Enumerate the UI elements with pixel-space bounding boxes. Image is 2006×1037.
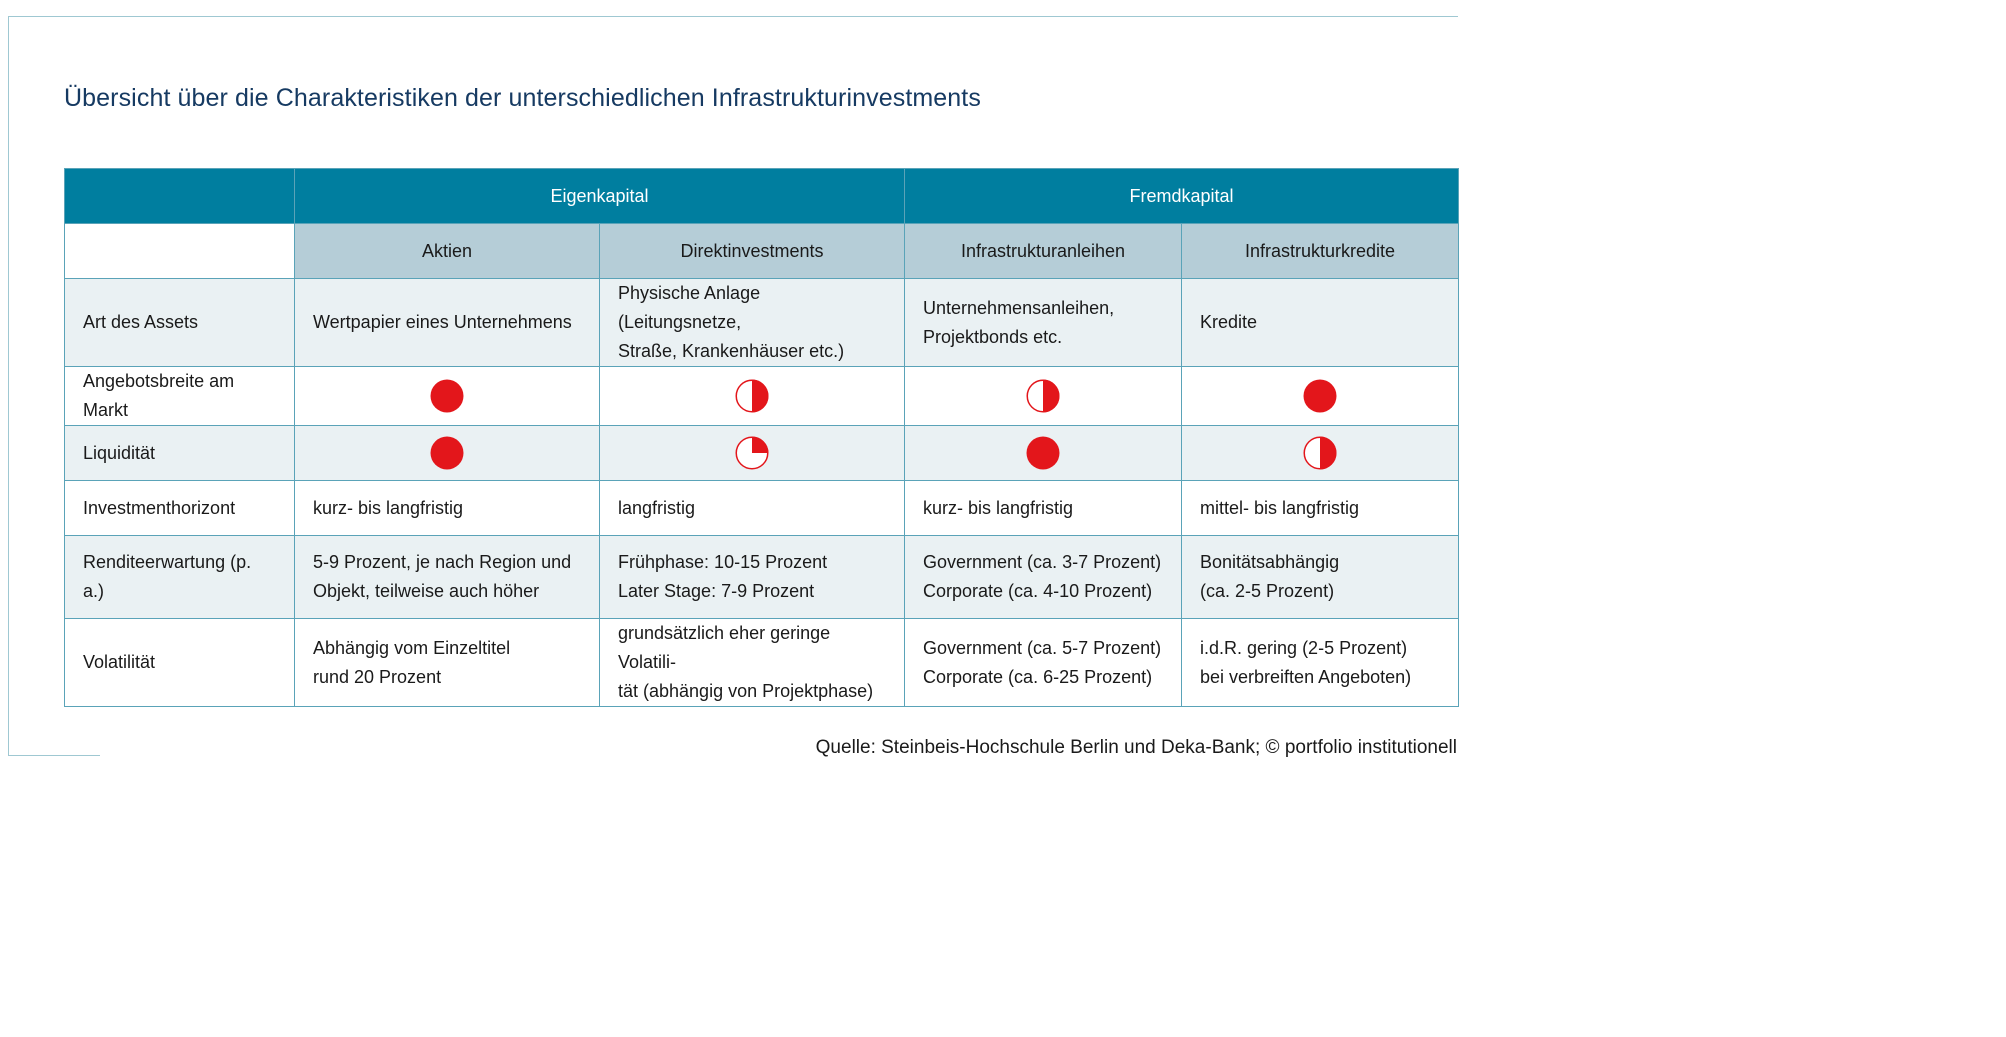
cell-line: i.d.R. gering (2-5 Prozent) bbox=[1200, 637, 1408, 658]
cell-offer-direkt bbox=[600, 367, 905, 426]
harvey-fill bbox=[1027, 437, 1060, 470]
header-corner-cell bbox=[65, 169, 295, 224]
harvey-ball-icon bbox=[429, 378, 465, 414]
table-row-offer bbox=[65, 367, 1459, 426]
cell-line: 5-9 Prozent, je nach Region und bbox=[313, 552, 572, 572]
subheader-corner-cell bbox=[65, 224, 295, 279]
cell-line: grundsätzlich eher geringe Volatili- bbox=[618, 623, 831, 672]
row-label-horizon: Investmenthorizont bbox=[65, 481, 295, 536]
source-credit: Quelle: Steinbeis-Hochschule Berlin und Deka-Bank; © portfolio institutionell bbox=[815, 737, 1457, 758]
column-header-infrastrukturkredite: Infrastrukturkredite bbox=[1182, 224, 1459, 279]
frame-top-line bbox=[8, 16, 1458, 17]
group-header-equity: Eigenkapital bbox=[295, 169, 905, 224]
row-label-offer: Angebotsbreite am Markt bbox=[65, 367, 295, 426]
cell-line: kurz- bis langfristig bbox=[923, 497, 1074, 518]
cell-liquidity-kredite bbox=[1182, 426, 1459, 481]
cell-line: tät (abhängig von Projektphase) bbox=[618, 681, 874, 701]
frame-bottom-line bbox=[8, 755, 100, 756]
cell-offer-aktien bbox=[295, 367, 600, 426]
cell-volatility-aktien bbox=[295, 619, 600, 707]
cell-liquidity-direkt bbox=[600, 426, 905, 481]
harvey-wedge bbox=[1320, 437, 1337, 470]
cell-line: Frühphase: 10-15 Prozent bbox=[618, 552, 828, 572]
cell-returns-aktien bbox=[295, 536, 600, 619]
cell-volatility-anleihen bbox=[905, 619, 1182, 707]
group-header-debt: Fremdkapital bbox=[905, 169, 1459, 224]
cell-line: rund 20 Prozent bbox=[313, 666, 442, 687]
table-row-assets bbox=[65, 279, 1459, 367]
harvey-ball-icon bbox=[1025, 435, 1061, 471]
cell-line: Straße, Krankenhäuser etc.) bbox=[618, 341, 845, 361]
cell-assets-direkt bbox=[600, 279, 905, 367]
cell-line: Abhängig vom Einzeltitel bbox=[313, 637, 511, 658]
page-title: Übersicht über die Charakteristiken der unterschiedlichen Infrastrukturinvestments bbox=[64, 84, 981, 112]
cell-returns-direkt bbox=[600, 536, 905, 619]
harvey-wedge bbox=[1043, 380, 1060, 413]
cell-assets-aktien bbox=[295, 279, 600, 367]
table-row-liquidity bbox=[65, 426, 1459, 481]
harvey-wedge bbox=[752, 380, 769, 413]
cell-liquidity-anleihen bbox=[905, 426, 1182, 481]
harvey-fill bbox=[431, 437, 464, 470]
table-row-returns bbox=[65, 536, 1459, 619]
cell-returns-kredite bbox=[1182, 536, 1459, 619]
cell-line: Physische Anlage (Leitungsnetze, bbox=[618, 283, 761, 332]
column-header-row bbox=[65, 224, 1459, 279]
cell-line: Corporate (ca. 6-25 Prozent) bbox=[923, 666, 1153, 687]
harvey-ball-icon bbox=[1302, 378, 1338, 414]
cell-assets-kredite bbox=[1182, 279, 1459, 367]
cell-horizon-aktien bbox=[295, 481, 600, 536]
comparison-table bbox=[64, 168, 1459, 707]
harvey-fill bbox=[431, 380, 464, 413]
harvey-ball-icon bbox=[734, 435, 770, 471]
column-header-direktinvestments: Direktinvestments bbox=[600, 224, 905, 279]
cell-line: Later Stage: 7-9 Prozent bbox=[618, 581, 815, 601]
column-header-infrastrukturanleihen: Infrastrukturanleihen bbox=[905, 224, 1182, 279]
group-header-row bbox=[65, 169, 1459, 224]
cell-offer-anleihen bbox=[905, 367, 1182, 426]
cell-volatility-direkt bbox=[600, 619, 905, 707]
harvey-ball-icon bbox=[734, 378, 770, 414]
row-label-volatility: Volatilität bbox=[65, 619, 295, 707]
cell-line: Government (ca. 5-7 Prozent) bbox=[923, 637, 1162, 658]
cell-returns-anleihen bbox=[905, 536, 1182, 619]
cell-offer-kredite bbox=[1182, 367, 1459, 426]
harvey-ball-icon bbox=[1302, 435, 1338, 471]
cell-line: (ca. 2-5 Prozent) bbox=[1200, 581, 1335, 601]
cell-line: kurz- bis langfristig bbox=[313, 497, 464, 518]
frame-left-line bbox=[8, 16, 9, 756]
harvey-ball-icon bbox=[1025, 378, 1061, 414]
cell-line: Corporate (ca. 4-10 Prozent) bbox=[923, 581, 1153, 601]
cell-line: mittel- bis langfristig bbox=[1200, 497, 1360, 518]
cell-volatility-kredite bbox=[1182, 619, 1459, 707]
cell-line: Kredite bbox=[1200, 312, 1258, 332]
row-label-returns: Renditeerwartung (p. a.) bbox=[65, 536, 295, 619]
cell-line: Projektbonds etc. bbox=[923, 326, 1063, 347]
cell-assets-anleihen bbox=[905, 279, 1182, 367]
harvey-fill bbox=[1304, 380, 1337, 413]
row-label-liquidity: Liquidität bbox=[65, 426, 295, 481]
cell-line: bei verbreiften Angeboten) bbox=[1200, 666, 1412, 687]
cell-line: Government (ca. 3-7 Prozent) bbox=[923, 552, 1162, 572]
cell-liquidity-aktien bbox=[295, 426, 600, 481]
cell-horizon-anleihen bbox=[905, 481, 1182, 536]
table-row-horizon bbox=[65, 481, 1459, 536]
cell-line: Unternehmensanleihen, bbox=[923, 297, 1115, 318]
cell-line: Wertpapier eines Unternehmens bbox=[313, 312, 572, 332]
cell-horizon-direkt bbox=[600, 481, 905, 536]
cell-line: Bonitätsabhängig bbox=[1200, 552, 1340, 572]
table-row-volatility bbox=[65, 619, 1459, 707]
cell-horizon-kredite bbox=[1182, 481, 1459, 536]
harvey-ball-icon bbox=[429, 435, 465, 471]
cell-line: Objekt, teilweise auch höher bbox=[313, 581, 540, 601]
cell-line: langfristig bbox=[618, 497, 696, 518]
row-label-assets: Art des Assets bbox=[65, 279, 295, 367]
column-header-aktien: Aktien bbox=[295, 224, 600, 279]
